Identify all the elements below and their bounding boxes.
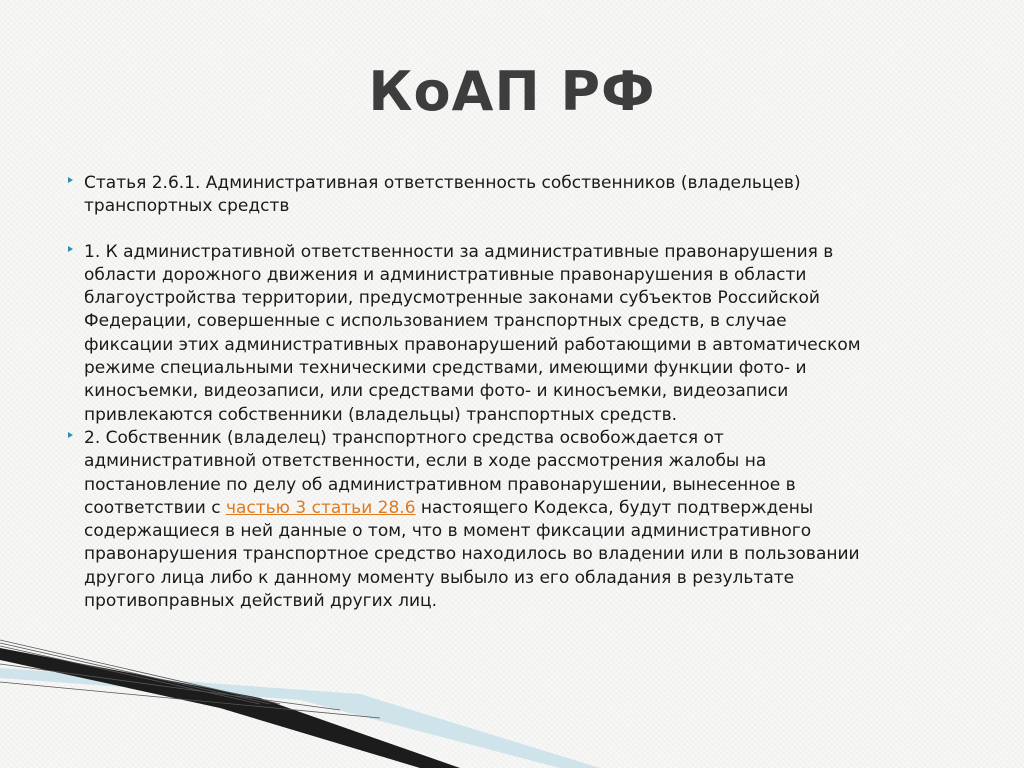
bullet-arrow-icon	[68, 432, 73, 438]
text-line: административной ответственности, если в ходе рассмотрения жалобы на	[84, 451, 767, 472]
text-line: содержащиеся в ней данные о том, что в момент фиксации административного	[84, 521, 812, 542]
text-line: Статья 2.6.1. Административная ответственность собственников (владельцев)	[84, 173, 801, 193]
text-line: противоправных действий других лиц.	[84, 591, 437, 612]
text-line: постановление по делу об административном правонарушении, вынесенное в	[84, 474, 796, 495]
text-line: 2. Собственник (владелец) транспортного средства освобождается от	[84, 427, 724, 448]
bullet-arrow-icon	[68, 177, 73, 183]
bullet-paragraph-2	[68, 427, 968, 613]
text-line: транспортных средств	[84, 196, 290, 217]
text-line: 1. К административной ответственности за административные правонарушения в	[84, 241, 834, 262]
decorative-swoosh	[0, 638, 1024, 768]
text-line: привлекаются собственники (владельцы) транспортных средств.	[84, 404, 677, 425]
text-line: правонарушения транспортное средство находилось во владении или в пользовании	[84, 544, 860, 565]
text-line: фиксации этих административных правонарушений работающими в автоматическом	[84, 334, 861, 355]
text-line: области дорожного движения и административные правонарушения в области	[84, 264, 807, 285]
text-line: киносъемки, видеозаписи, или средствами фото- и киносъемки, видеозаписи	[84, 381, 789, 402]
link-suffix-text: настоящего Кодекса, будут подтверждены	[415, 497, 814, 518]
bullet-paragraph-1	[68, 241, 968, 427]
link-prefix-text: соответствии с	[84, 497, 226, 518]
slide-title: КоАП РФ	[368, 60, 656, 123]
text-line: Федерации, совершенные с использованием транспортных средств, в случае	[84, 311, 787, 332]
swoosh-hatch-lines	[0, 640, 380, 718]
swoosh-dark-band	[0, 648, 460, 768]
article-28-6-link[interactable]: частью 3 статьи 28.6	[225, 497, 416, 518]
text-line: другого лица либо к данному моменту выбыло из его обладания в результате	[84, 567, 795, 588]
bullet-arrow-icon	[68, 246, 73, 252]
swoosh-light-band	[0, 668, 600, 768]
text-line: режиме специальными техническими средствами, имеющими функции фото- и	[84, 358, 807, 379]
text-line-with-link	[84, 497, 968, 520]
bullet-article-heading	[68, 172, 968, 219]
slide-content	[68, 172, 968, 613]
text-line: благоустройства территории, предусмотренные законами субъектов Российской	[84, 288, 820, 309]
